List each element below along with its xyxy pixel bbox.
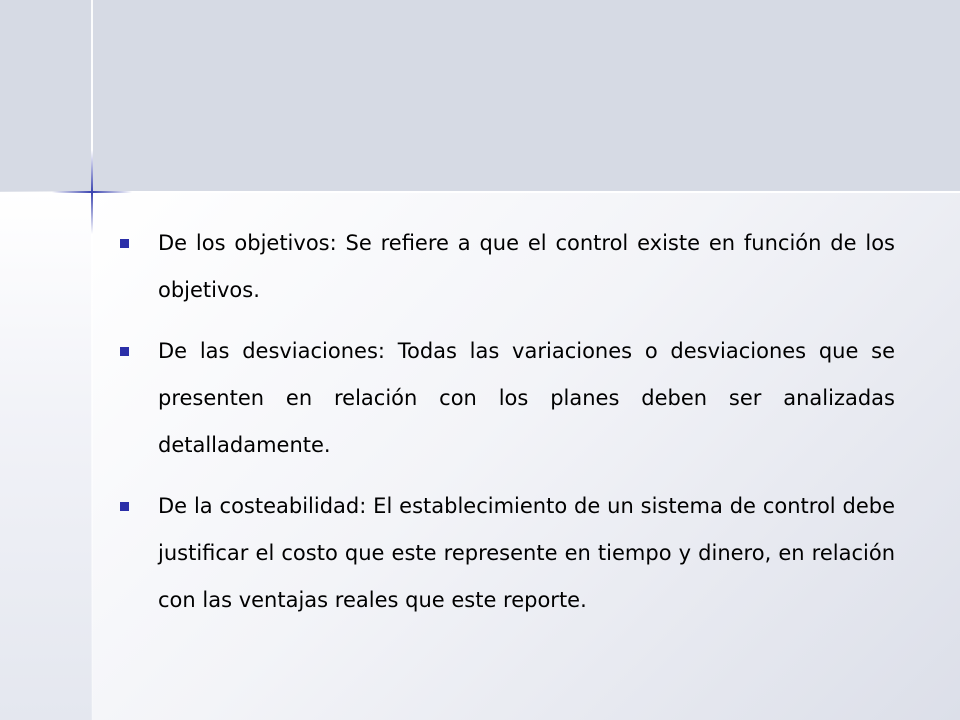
square-bullet-icon <box>120 502 129 511</box>
list-item <box>120 220 895 314</box>
bullet-text: De los objetivos: Se refiere a que el control existe en función de los objetivos. <box>158 231 895 302</box>
list-item <box>120 328 895 469</box>
bullet-text: De las desviaciones: Todas las variaciones o desviaciones que se presenten en relación con los planes deben ser analizadas detalladamente. <box>158 339 895 457</box>
square-bullet-icon <box>120 239 129 248</box>
list-item <box>120 483 895 624</box>
square-bullet-icon <box>120 347 129 356</box>
bullet-text: De la costeabilidad: El establecimiento de un sistema de control debe justificar el costo que este represente en tiempo y dinero, en relación con las ventajas reales que este reporte. <box>158 494 895 612</box>
bullet-list <box>120 220 895 638</box>
